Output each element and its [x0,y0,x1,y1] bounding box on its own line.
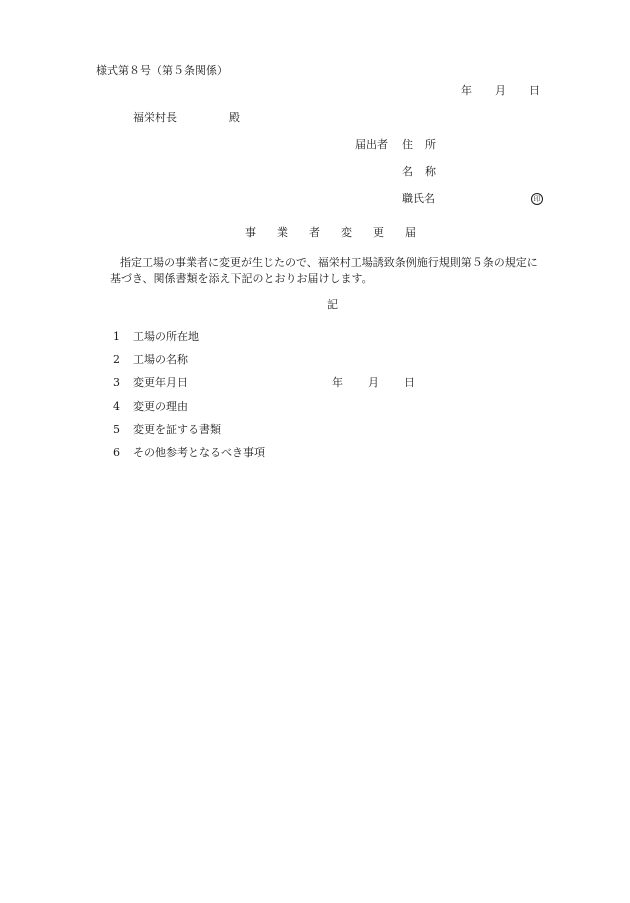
addressee-name: 福栄村長 [133,111,177,124]
list-item [113,446,265,460]
item-label: 変更の理由 [133,400,188,413]
notifier-address-label: 住所 [402,138,448,151]
change-date-day: 日 [404,376,415,389]
seal-mark [531,192,543,206]
item-label: 変更年月日 [133,376,188,389]
item-label: 工場の所在地 [133,330,199,343]
form-number: 様式第８号（第５条関係） [96,64,228,77]
addressee [133,111,240,125]
submission-date [461,84,540,98]
item-label: 変更を証する書類 [133,423,221,436]
change-date [332,376,415,390]
item-label: その他参考となるべき事項 [133,446,265,459]
ki-heading: 記 [327,298,338,311]
list-item [113,330,199,344]
change-date-month: 月 [368,376,379,389]
item-label: 工場の名称 [133,353,188,366]
item-number: 1 [113,330,120,343]
list-item [113,353,188,367]
item-number: 6 [113,446,120,459]
document-title: 事業者変更届 [245,226,437,239]
notifier-label: 届出者 [355,138,388,151]
notifier-name-label: 名称 [402,165,448,178]
item-number: 5 [113,423,120,436]
body-line-2: 基づき、関係書類を添え下記のとおりお届けします。 [110,272,373,285]
list-item [113,423,221,437]
item-number: 4 [113,400,120,413]
body-line-1: 指定工場の事業者に変更が生じたので、福栄村工場誘致条例施行規則第５条の規定に [120,256,538,269]
date-day: 日 [529,84,540,97]
date-year: 年 [461,84,472,97]
item-number: 2 [113,353,120,366]
notifier-title-name-label: 職氏名 [402,192,435,205]
addressee-honorific: 殿 [229,111,240,124]
body-text [110,255,570,287]
item-number: 3 [113,376,120,389]
date-month: 月 [495,84,506,97]
change-date-year: 年 [332,376,343,389]
seal-icon: 印 [531,193,543,205]
list-item [113,376,188,390]
list-item [113,400,188,414]
